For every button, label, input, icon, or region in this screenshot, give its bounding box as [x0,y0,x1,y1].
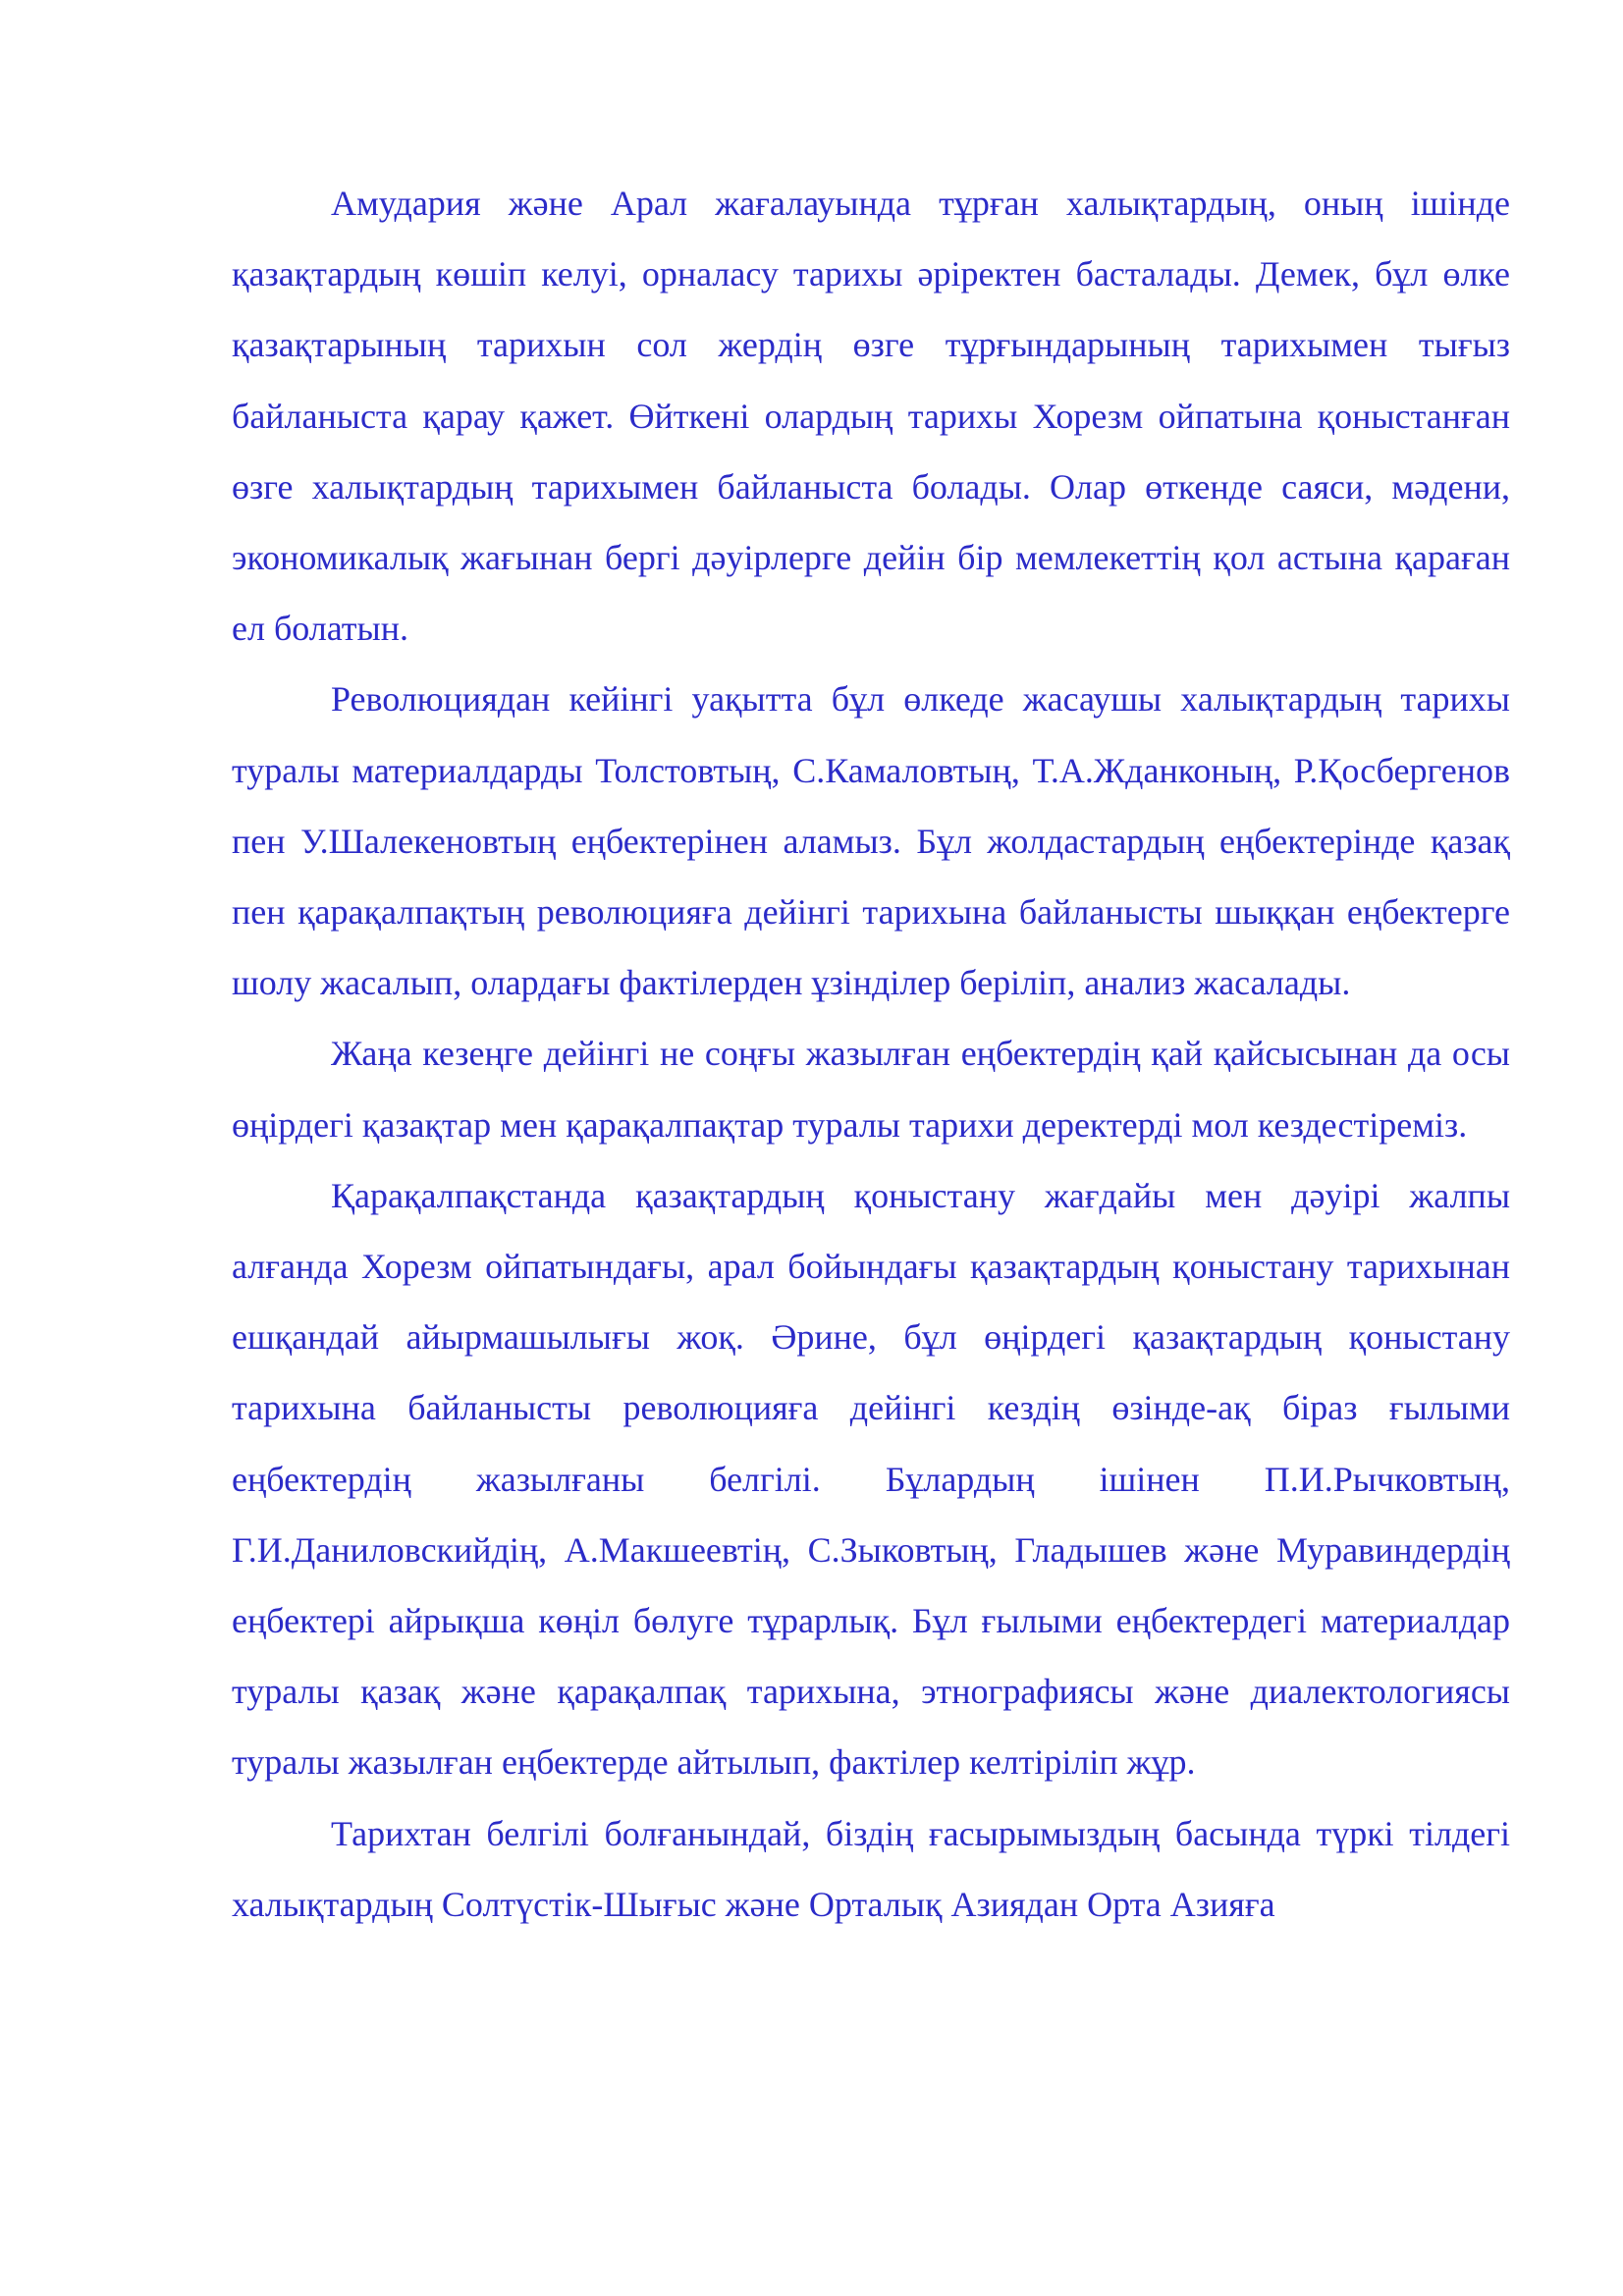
paragraph-1: Амудария және Арал жағалауында тұрған халықтардың, оның ішінде қазақтардың көшіп келуі, орналасу тарихы әріректен басталады. Демек, бұл өлке қазақтарының тарихын сол жердің өзге тұрғындарының тарихымен тығыз байланыста қарау қажет. Өйткені олардың тарихы Хорезм ойпатына қоныстанған өзге халықтардың тарихымен байланыста болады. Олар өткенде саяси, мәдени, экономикалық жағынан бергі дәуірлерге дейін бір мемлекеттің қол астына қараған ел болатын. [232,184,1510,649]
paragraph-4: Қарақалпақстанда қазақтардың қоныстану жағдайы мен дәуірі жалпы алғанда Хорезм ойпатындағы, арал бойындағы қазақтардың қоныстану тарихынан ешқандай айырмашылығы жоқ. Әрине, бұл өңірдегі қазақтардың қоныстану тарихына байланысты революцияға дейінгі кездің өзінде-ақ біраз ғылыми еңбектердің жазылғаны белгілі. Бұлардың ішінен П.И.Рычковтың, Г.И.Даниловскийдің, А.Макшеевтің, С.Зыковтың, Гладышев және Муравиндердің еңбектері айрықша көңіл бөлуге тұрарлық. Бұл ғылыми еңбектердегі материалдар туралы қазақ және қарақалпақ тарихына, этнографиясы және диалектологиясы туралы жазылған еңбектерде айтылып, фактілер келтіріліп жұр. [232,1175,1510,1783]
paragraph-3: Жаңа кезеңге дейінгі не соңғы жазылған еңбектердің қай қайсысынан да осы өңірдегі қазақтар мен қарақалпақтар туралы тарихи деректерді мол кездестіреміз. [232,1034,1510,1145]
paragraph-5: Тарихтан белгілі болғанындай, біздің ғасырымыздың басында түркі тілдегі халықтардың Солтүстік-Шығыс және Орталық Азиядан Орта Азияға [232,1813,1510,1924]
document-page [232,168,1510,1940]
paragraph-2: Революциядан кейінгі уақытта бұл өлкеде жасаушы халықтардың тарихы туралы материалдарды Толстовтың, С.Камаловтың, Т.А.Жданконың, Р.Қосбергенов пен У.Шалекеновтың еңбектерінен аламыз. Бұл жолдастардың еңбектерінде қазақ пен қарақалпақтың революцияға дейінгі тарихына байланысты шыққан еңбектерге шолу жасалып, олардағы фактілерден ұзінділер беріліп, анализ жасалады. [232,679,1510,1003]
